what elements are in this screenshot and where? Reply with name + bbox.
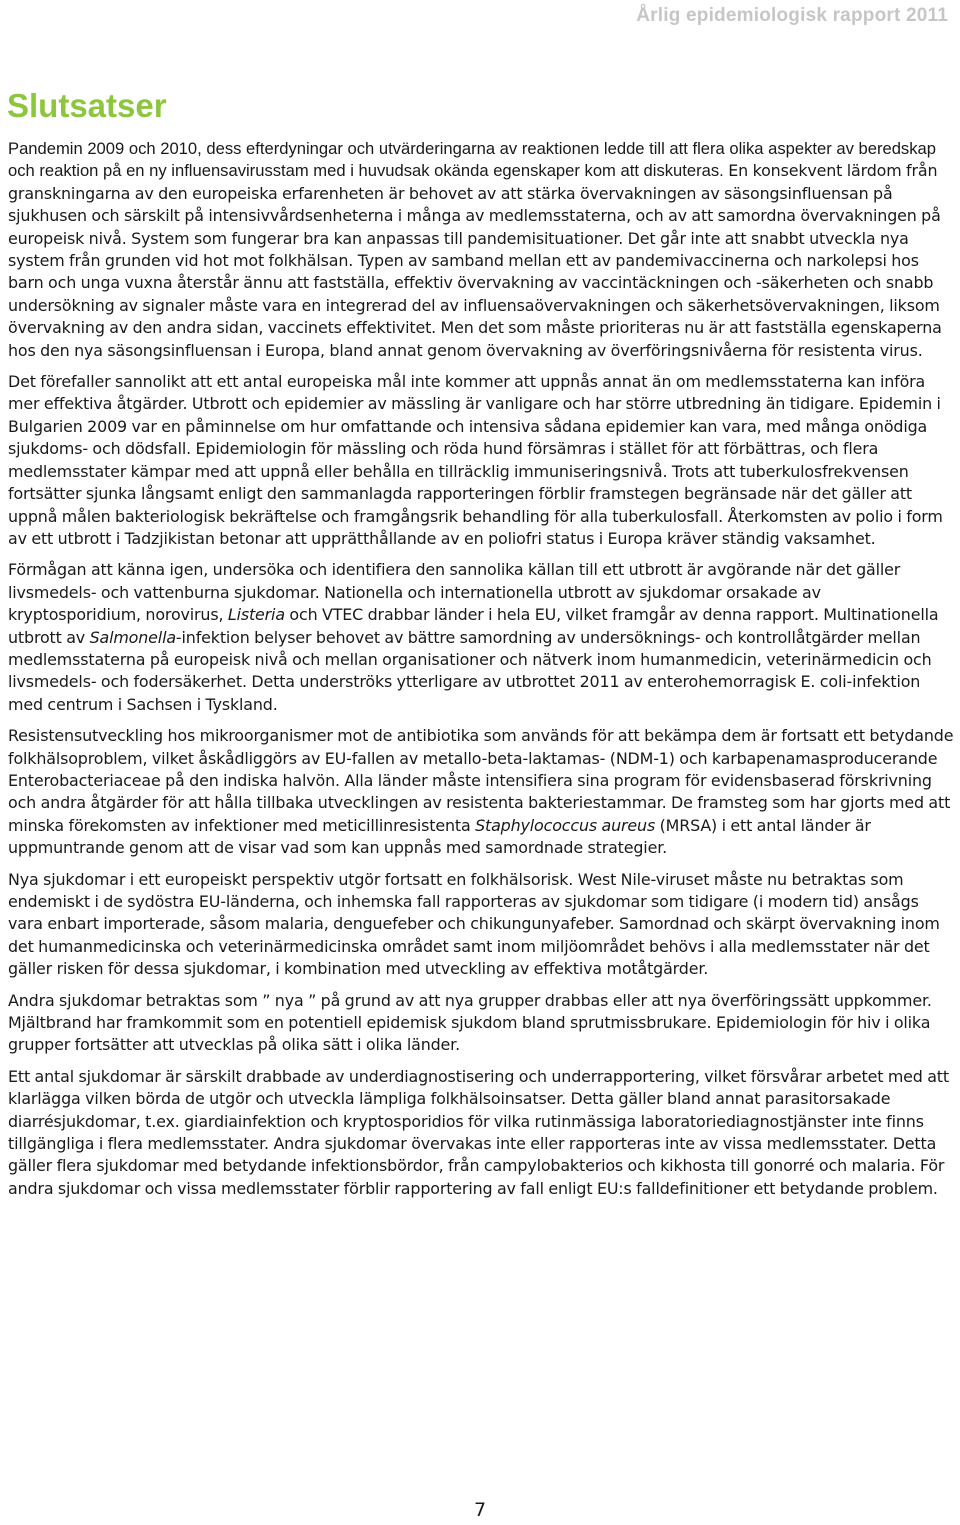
paragraph-resistance-part-b: (MRSA) i ett antal länder är uppmuntrande genom att de visar vad som kan uppnås med samordnade strategier. xyxy=(8,815,871,858)
main-content xyxy=(8,138,954,1200)
paragraph-resistance xyxy=(8,725,954,859)
page-number: 7 xyxy=(473,1499,487,1521)
paragraph-european-goals: Det förefaller sannolikt att ett antal europeiska mål inte kommer att uppnås annat än om medlemsstaterna kan införa mer effektiva åtgärder. Utbrott och epidemier av mässling är vanligare och har större utbredning än tidigare. Epidemin i Bulgarien 2009 var en påminnelse om hur omfattande och intensiva sådana epidemier kan vara, med många onödiga sjukdoms- och dödsfall. Epidemiologin för mässling och röda hund försämras i stället för att förbättras, och flera medlemsstater kämpar med att uppnå eller behålla en tillräcklig immuniseringsnivå. Trots att tuberkulosfrekvensen fortsätter sjunka långsamt enligt den sammanlagda rapporteringen förblir framstegen begränsade när det gäller att uppnå målen bakteriologisk bekräftelse och framgångsrik behandling för alla tuberkulosfall. Återkomsten av polio i form av ett utbrott i Tadzjikistan betonar att upprätthållande av en poliofri status i Europa kräver ständig vaksamhet. xyxy=(8,372,943,548)
paragraph-pandemic-rest: En konsekvent lärdom från granskningarna av den europeiska erfarenheten är behovet av att stärka övervakningen av säsongsinfluensan på sjukhusen och särskilt på intensivvårdsenheterna i många av medlemsstaterna, och av att samordna övervakningen på europeisk nivå. System som fungerar bra kan anpassas till pandemisituationer. Det går inte att snabbt utveckla nya system från grunden vid hot mot folkhälsan. Typen av samband mellan ett av pandemivaccinerna och narkolepsi hos barn och unga vuxna återstår ännu att fastställa, effektiv övervakning av vaccintäckningen och -säkerheten och snabb undersökning av signaler måste vara en integrerad del av influensaövervakningen och säkerhetsövervakningen, liksom övervakning av den andra sidan, vaccinets effektivitet. Men det som måste prioriteras nu är att fastställa egenskaperna hos den nya säsongsinfluensan i Europa, bland annat genom övervakning av överföringsnivåerna för resistenta virus. xyxy=(8,161,942,360)
term-salmonella: Salmonella xyxy=(89,627,176,647)
paragraph-outbreaks-part-b: och VTEC drabbar länder i hela EU, vilket framgår av denna rapport. Multinationella utbrott av xyxy=(8,605,939,647)
paragraph-outbreaks-part-a: Förmågan att känna igen, undersöka och identifiera den sannolika källan till ett utbrott är avgörande när det gäller livsmedels- och vattenburna sjukdomar. Nationella och internationella utbrott av sjukdomar orsakade av kryptosporidium, norovirus, xyxy=(8,560,901,625)
term-listeria: Listeria xyxy=(227,605,285,625)
paragraph-new-diseases: Nya sjukdomar i ett europeiskt perspektiv utgör fortsatt en folkhälsorisk. West Nile-viruset måste nu betraktas som endemiskt i de sydöstra EU-länderna, och inhemska fall rapporteras av sjukdomar som tidigare (i modern tid) ansågs vara enbart importerade, såsom malaria, denguefeber och chikungunyafeber. Samordnad och skärpt övervakning inom det humanmedicinska och veterinärmedicinska området samt inom miljöområdet behövs i alla medlemsstater när det gäller risken för dessa sjukdomar, i kombination med utveckling av effektiva motåtgärder. xyxy=(8,869,940,979)
report-header: Årlig epidemiologisk rapport 2011 xyxy=(636,5,948,26)
term-staphylococcus: Staphylococcus aureus xyxy=(475,815,656,835)
paragraph-pandemic-lead: Pandemin 2009 och 2010, dess efterdyningar och utvärderingarna av reaktionen ledde till att flera olika aspekter av beredskap och reaktion på en ny influensavirusstam med i huvudsak okända egenskaper kom att diskuteras. xyxy=(8,139,936,181)
paragraph-underreporting: Ett antal sjukdomar är särskilt drabbade av underdiagnostisering och underrapportering, vilket försvårar arbetet med att klarlägga vilken börda de utgör och utveckla lämpliga folkhälsoinsatser. Detta gäller bland annat parasitorsakade diarrésjukdomar, t.ex. giardiainfektion och kryptosporidios för vilka rutinmässiga laboratoriediagnostjänster inte finns tillgängliga i flera medlemsstater. Andra sjukdomar övervakas inte eller rapporteras inte av vissa medlemsstater. Detta gäller flera sjukdomar med betydande infektionsbördor, från campylobakterios och kikhosta till gonorré och malaria. För andra sjukdomar och vissa medlemsstater förblir rapportering av fall enligt EU:s falldefinitioner ett betydande problem. xyxy=(8,1066,949,1198)
paragraph-outbreaks xyxy=(8,559,954,716)
paragraph-pandemic xyxy=(8,138,954,362)
paragraph-outbreaks-part-c: -infektion belyser behovet av bättre samordning av undersöknings- och kontrollåtgärder mellan medlemsstaterna på europeisk nivå och mellan organisationer och nätverk inom humanmedicin, veterinärmedicin och livsmedels- och fodersäkerhet. Detta underströks ytterligare av utbrottet 2011 av enterohemorragisk E. coli-infektion med centrum i Sachsen i Tyskland. xyxy=(8,627,932,714)
paragraph-other-diseases: Andra sjukdomar betraktas som ” nya ” på grund av att nya grupper drabbas eller att nya överföringssätt uppkommer. Mjältbrand har framkommit som en potentiell epidemisk sjukdom bland sprutmissbrukare. Epidemiologin för hiv i olika grupper fortsätter att utvecklas på olika sätt i olika länder. xyxy=(8,990,932,1055)
section-title: Slutsatser xyxy=(7,87,167,124)
paragraph-resistance-part-a: Resistensutveckling hos mikroorganismer mot de antibiotika som används för att bekämpa dem är fortsatt ett betydande folkhälsoproblem, vilket åskådliggörs av EU-fallen av metallo-beta-laktamas- (NDM-1) och karbapenamasproducerande Enterobacteriaceae på den indiska halvön. Alla länder måste intensifiera sina program för evidensbaserad förskrivning och andra åtgärder för att hålla tillbaka utvecklingen av resistenta bakteriestammar. De framsteg som har gjorts med att minska förekomsten av infektioner med meticillinresistenta xyxy=(8,726,954,835)
